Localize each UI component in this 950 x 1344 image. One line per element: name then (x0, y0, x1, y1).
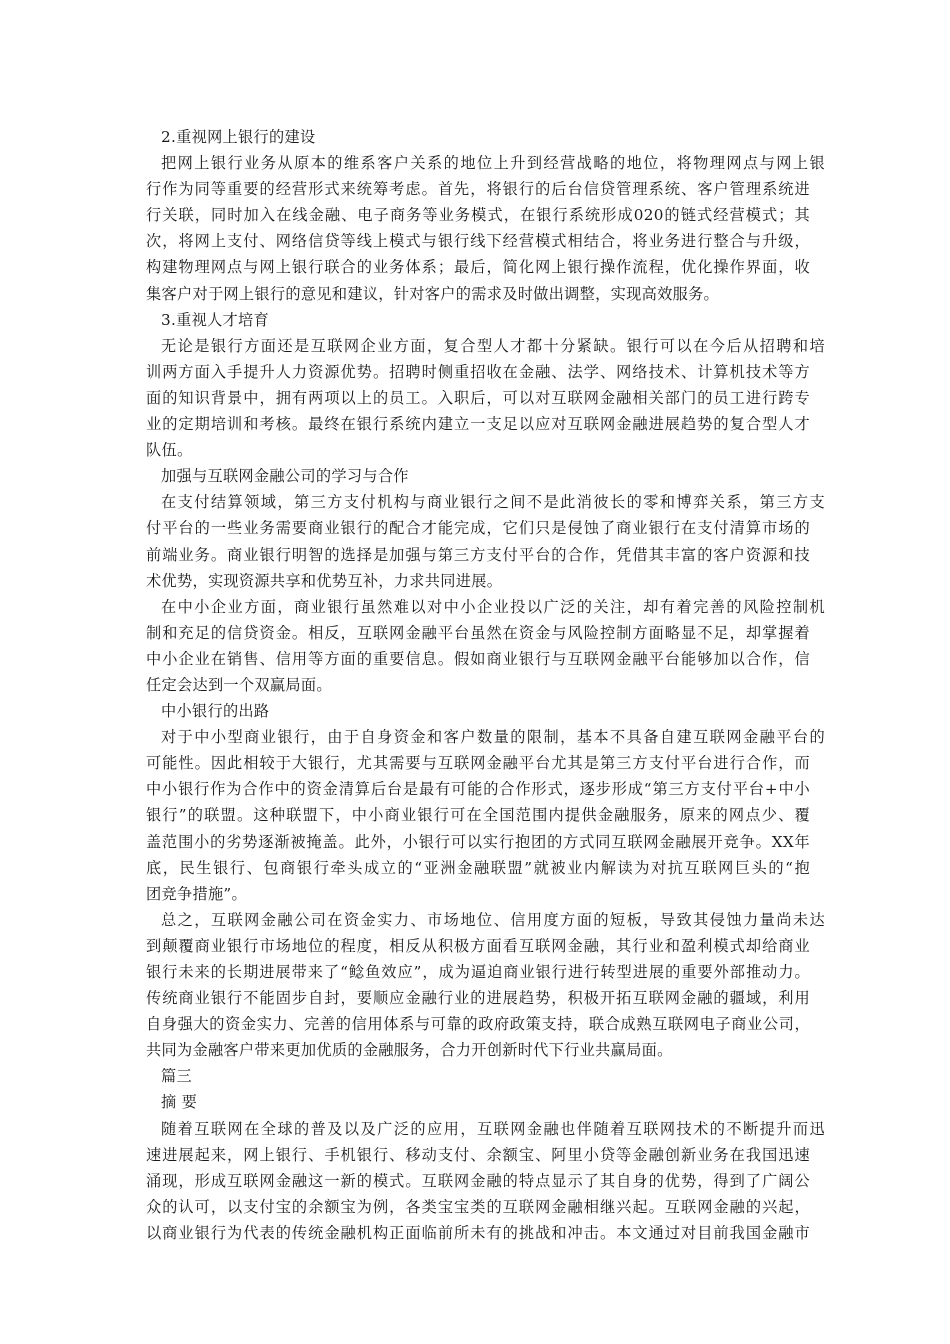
text-line: 银行”的联盟。这种联盟下，中小商业银行可在全国范围内提供金融服务，原来的网点少、覆 (146, 806, 810, 825)
text-line: 速进展起来，网上银行、手机银行、移动支付、余额宝、阿里小贷等金融创新业务在我国迅速 (146, 1145, 810, 1164)
text-line: 2.重视网上银行的建设 (161, 128, 316, 146)
text-line: 团竞争措施”。 (146, 884, 247, 903)
text-line: 随着互联网在全球的普及以及广泛的应用，互联网金融也伴随着互联网技术的不断提升而迅 (161, 1119, 825, 1138)
document-body (146, 124, 825, 1246)
text-line: 中小银行的出路 (161, 702, 270, 721)
text-line: 底，民生银行、包商银行牵头成立的“亚洲金融联盟”就被业内解读为对抗互联网巨头的“抱 (146, 858, 810, 877)
text-line: 3.重视人才培育 (161, 310, 270, 329)
text-line: 银行未来的长期进展带来了“鲶鱼效应”，成为逼迫商业银行进行转型进展的重要外部推动力。 (146, 963, 810, 981)
text-line: 构建物理网点与网上银行联合的业务体系；最后，简化网上银行操作流程，优化操作界面，收 (146, 258, 810, 277)
text-line: 加强与互联网金融公司的学习与合作 (161, 467, 409, 486)
text-line: 行关联，同时加入在线金融、电子商务等业务模式，在银行系统形成020的链式经营模式；其 (146, 206, 810, 225)
text-line: 队伍。 (146, 441, 193, 460)
text-line: 业的定期培训和考核。最终在银行系统内建立一支足以应对互联网金融进展趋势的复合型人才 (146, 415, 810, 434)
text-line: 中小银行作为合作中的资金清算后台是最有可能的合作形式，逐步形成“第三方支付平台+中小 (146, 780, 810, 799)
text-line: 前端业务。商业银行明智的选择是加强与第三方支付平台的合作，凭借其丰富的客户资源和技 (146, 545, 810, 564)
text-line: 任定会达到一个双赢局面。 (146, 675, 332, 694)
text-line: 行作为同等重要的经营形式来统筹考虑。首先，将银行的后台信贷管理系统、客户管理系统进 (146, 180, 810, 199)
text-line: 可能性。因此相较于大银行，尤其需要与互联网金融平台尤其是第三方支付平台进行合作，而 (146, 754, 810, 773)
text-line: 把网上银行业务从原本的维系客户关系的地位上升到经营战略的地位，将物理网点与网上银 (161, 154, 825, 173)
text-line: 涌现，形成互联网金融这一新的模式。互联网金融的特点显示了其自身的优势，得到了广阔公 (146, 1171, 810, 1190)
text-line: 在支付结算领域，第三方支付机构与商业银行之间不是此消彼长的零和博弈关系，第三方支 (161, 493, 825, 512)
text-line: 自身强大的资金实力、完善的信用体系与可靠的政府政策支持，联合成熟互联网电子商业公司， (146, 1015, 810, 1034)
text-line: 传统商业银行不能固步自封，要顺应金融行业的进展趋势，积极开拓互联网金融的疆域，利用 (146, 989, 810, 1008)
text-line: 盖范围小的劣势逐渐被掩盖。此外，小银行可以实行抱团的方式同互联网金融展开竞争。XX年 (146, 832, 810, 851)
text-line: 摘 要 (161, 1093, 198, 1112)
text-line: 总之，互联网金融公司在资金实力、市场地位、信用度方面的短板，导致其侵蚀力量尚未达 (161, 910, 825, 929)
text-line: 以商业银行为代表的传统金融机构正面临前所未有的挑战和冲击。本文通过对目前我国金融市 (146, 1223, 810, 1242)
text-line: 篇三 (161, 1067, 192, 1086)
text-line: 面的知识背景中，拥有两项以上的员工。入职后，可以对互联网金融相关部门的员工进行跨专 (146, 388, 810, 407)
text-line: 术优势，实现资源共享和优势互补，力求共同进展。 (146, 571, 503, 590)
text-line: 次，将网上支付、网络信贷等线上模式与银行线下经营模式相结合，将业务进行整合与升级， (146, 232, 810, 251)
text-line: 无论是银行方面还是互联网企业方面，复合型人才都十分紧缺。银行可以在今后从招聘和培 (161, 336, 825, 355)
text-line: 制和充足的信贷资金。相反，互联网金融平台虽然在资金与风险控制方面略显不足，却掌握着 (146, 623, 810, 642)
text-line: 中小企业在销售、信用等方面的重要信息。假如商业银行与互联网金融平台能够加以合作，信 (146, 649, 810, 668)
text-line: 在中小企业方面，商业银行虽然难以对中小企业投以广泛的关注，却有着完善的风险控制机 (161, 597, 825, 616)
text-line: 集客户对于网上银行的意见和建议，针对客户的需求及时做出调整，实现高效服务。 (146, 284, 720, 303)
text-line: 众的认可，以支付宝的余额宝为例，各类宝宝类的互联网金融相继兴起。互联网金融的兴起， (146, 1197, 810, 1216)
text-line: 到颠覆商业银行市场地位的程度，相反从积极方面看互联网金融，其行业和盈利模式却给商业 (146, 936, 810, 955)
text-line: 对于中小型商业银行，由于自身资金和客户数量的限制，基本不具备自建互联网金融平台的 (161, 728, 825, 747)
text-line: 共同为金融客户带来更加优质的金融服务，合力开创新时代下行业共赢局面。 (146, 1041, 673, 1060)
text-line: 训两方面入手提升人力资源优势。招聘时侧重招收在金融、法学、网络技术、计算机技术等方 (146, 362, 810, 381)
text-line: 付平台的一些业务需要商业银行的配合才能完成，它们只是侵蚀了商业银行在支付清算市场的 (146, 519, 810, 538)
